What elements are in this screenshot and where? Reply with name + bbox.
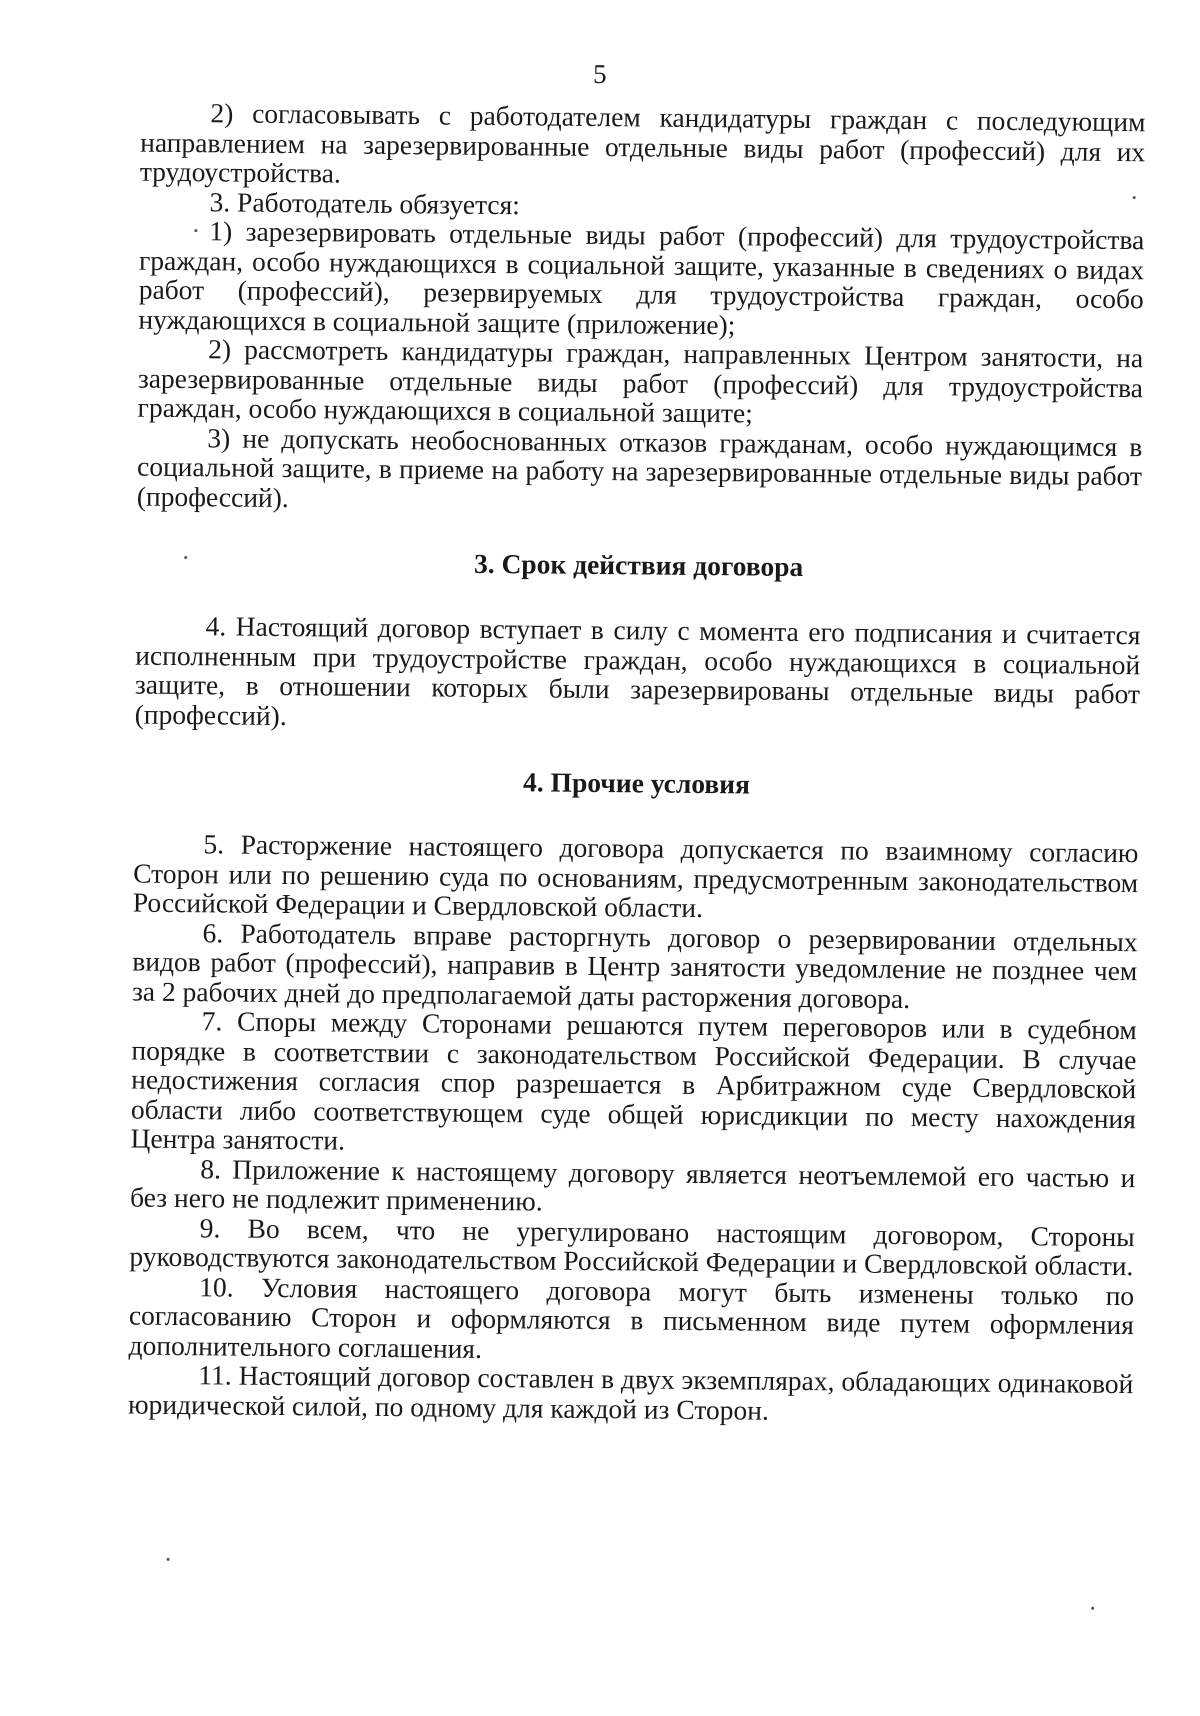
paragraph-10-amendments: 10. Условия настоящего договора могут быть изменены только по согласованию Сторон и оформляются в письменном виде путем оформления дополнительного соглашения. [128,1270,1135,1364]
document-body [128,98,1146,1429]
paragraph-2-agree-candidates: 2) согласовывать с работодателем кандидатуры граждан с последующим направлением на зарезервированные отдельные виды работ (профессий) для их трудоустройства. [139,97,1146,189]
paragraph-3-3-no-unjustified-refusals: 3) не допускать необоснованных отказов гражданам, особо нуждающимся в социальной защите, в приеме на работу на зарезервированные отдельные виды работ (профессий). [136,421,1143,513]
paragraph-6-employer-termination: 6. Работодатель вправе расторгнуть договор о резервировании отдельных видов работ (профессий), направив в Центр занятости уведомление не позднее чем за 2 рабочих дней до предполагаемой даты расторжения договора. [131,916,1138,1014]
paragraph-3-1-reserve-jobs: 1) зарезервировать отдельные виды работ (профессий) для трудоустройства граждан, особо нуждающихся в социальной защите, указанные в сведениях о видах работ (профессий), резервируемых для трудоустройства граждан, особо нуждающихся в социальной защите (приложение); [138,215,1145,340]
scan-speck [1133,196,1136,199]
paragraph-11-copies: 11. Настоящий договор составлен в двух экземплярах, обладающих одинаковой юридической силой, по одному для каждой из Сторон. [127,1359,1134,1426]
page-number: 5 [592,58,607,90]
section-heading-other-conditions: 4. Прочие условия [522,766,751,800]
paragraph-7-disputes: 7. Споры между Сторонами решаются путем переговоров или в судебном порядке в соответствии с законодательством Российской Федерации. В случае недостижения согласия спор разрешается в Арбитражном суде Свердловской области либо соответствующем суде общей юрисдикции по месту нахождения Центра занятости. [130,1005,1137,1156]
scan-speck [167,1558,170,1561]
scan-speck [194,229,197,232]
scan-speck [184,556,187,559]
paragraph-4-term: 4. Настоящий договор вступает в силу с момента его подписания и считается исполненным при трудоустройстве граждан, особо нуждающихся в социальной защите, в отношении которых были зарезервированы отдельные виды работ (профессий). [134,610,1141,731]
paragraph-8-appendix: 8. Приложение к настоящему договору является неотъемлемой его частью и без него не подлежит применению. [129,1152,1136,1217]
paragraph-5-termination: 5. Расторжение настоящего договора допускается по взаимному согласию Сторон или по решению суда по основаниям, предусмотренным законодательством Российской Федерации и Свердловской области. [132,828,1139,924]
paragraph-9-governing-law: 9. Во всем, что не урегулировано настоящим договором, Стороны руководствуются законодательством Российской Федерации и Свердловской области. [129,1211,1135,1282]
scan-speck [1091,1607,1094,1610]
paragraph-3-employer-obligations: 3. Работодатель обязуется: [209,185,521,220]
section-heading-term: 3. Срок действия договора [473,547,804,582]
paragraph-3-2-consider-candidates: 2) рассмотреть кандидатуры граждан, направленных Центром занятости, на зарезервированные отдельные виды работ (профессий) для трудоустройства граждан, особо нуждающихся в социальной защите; [137,333,1144,429]
